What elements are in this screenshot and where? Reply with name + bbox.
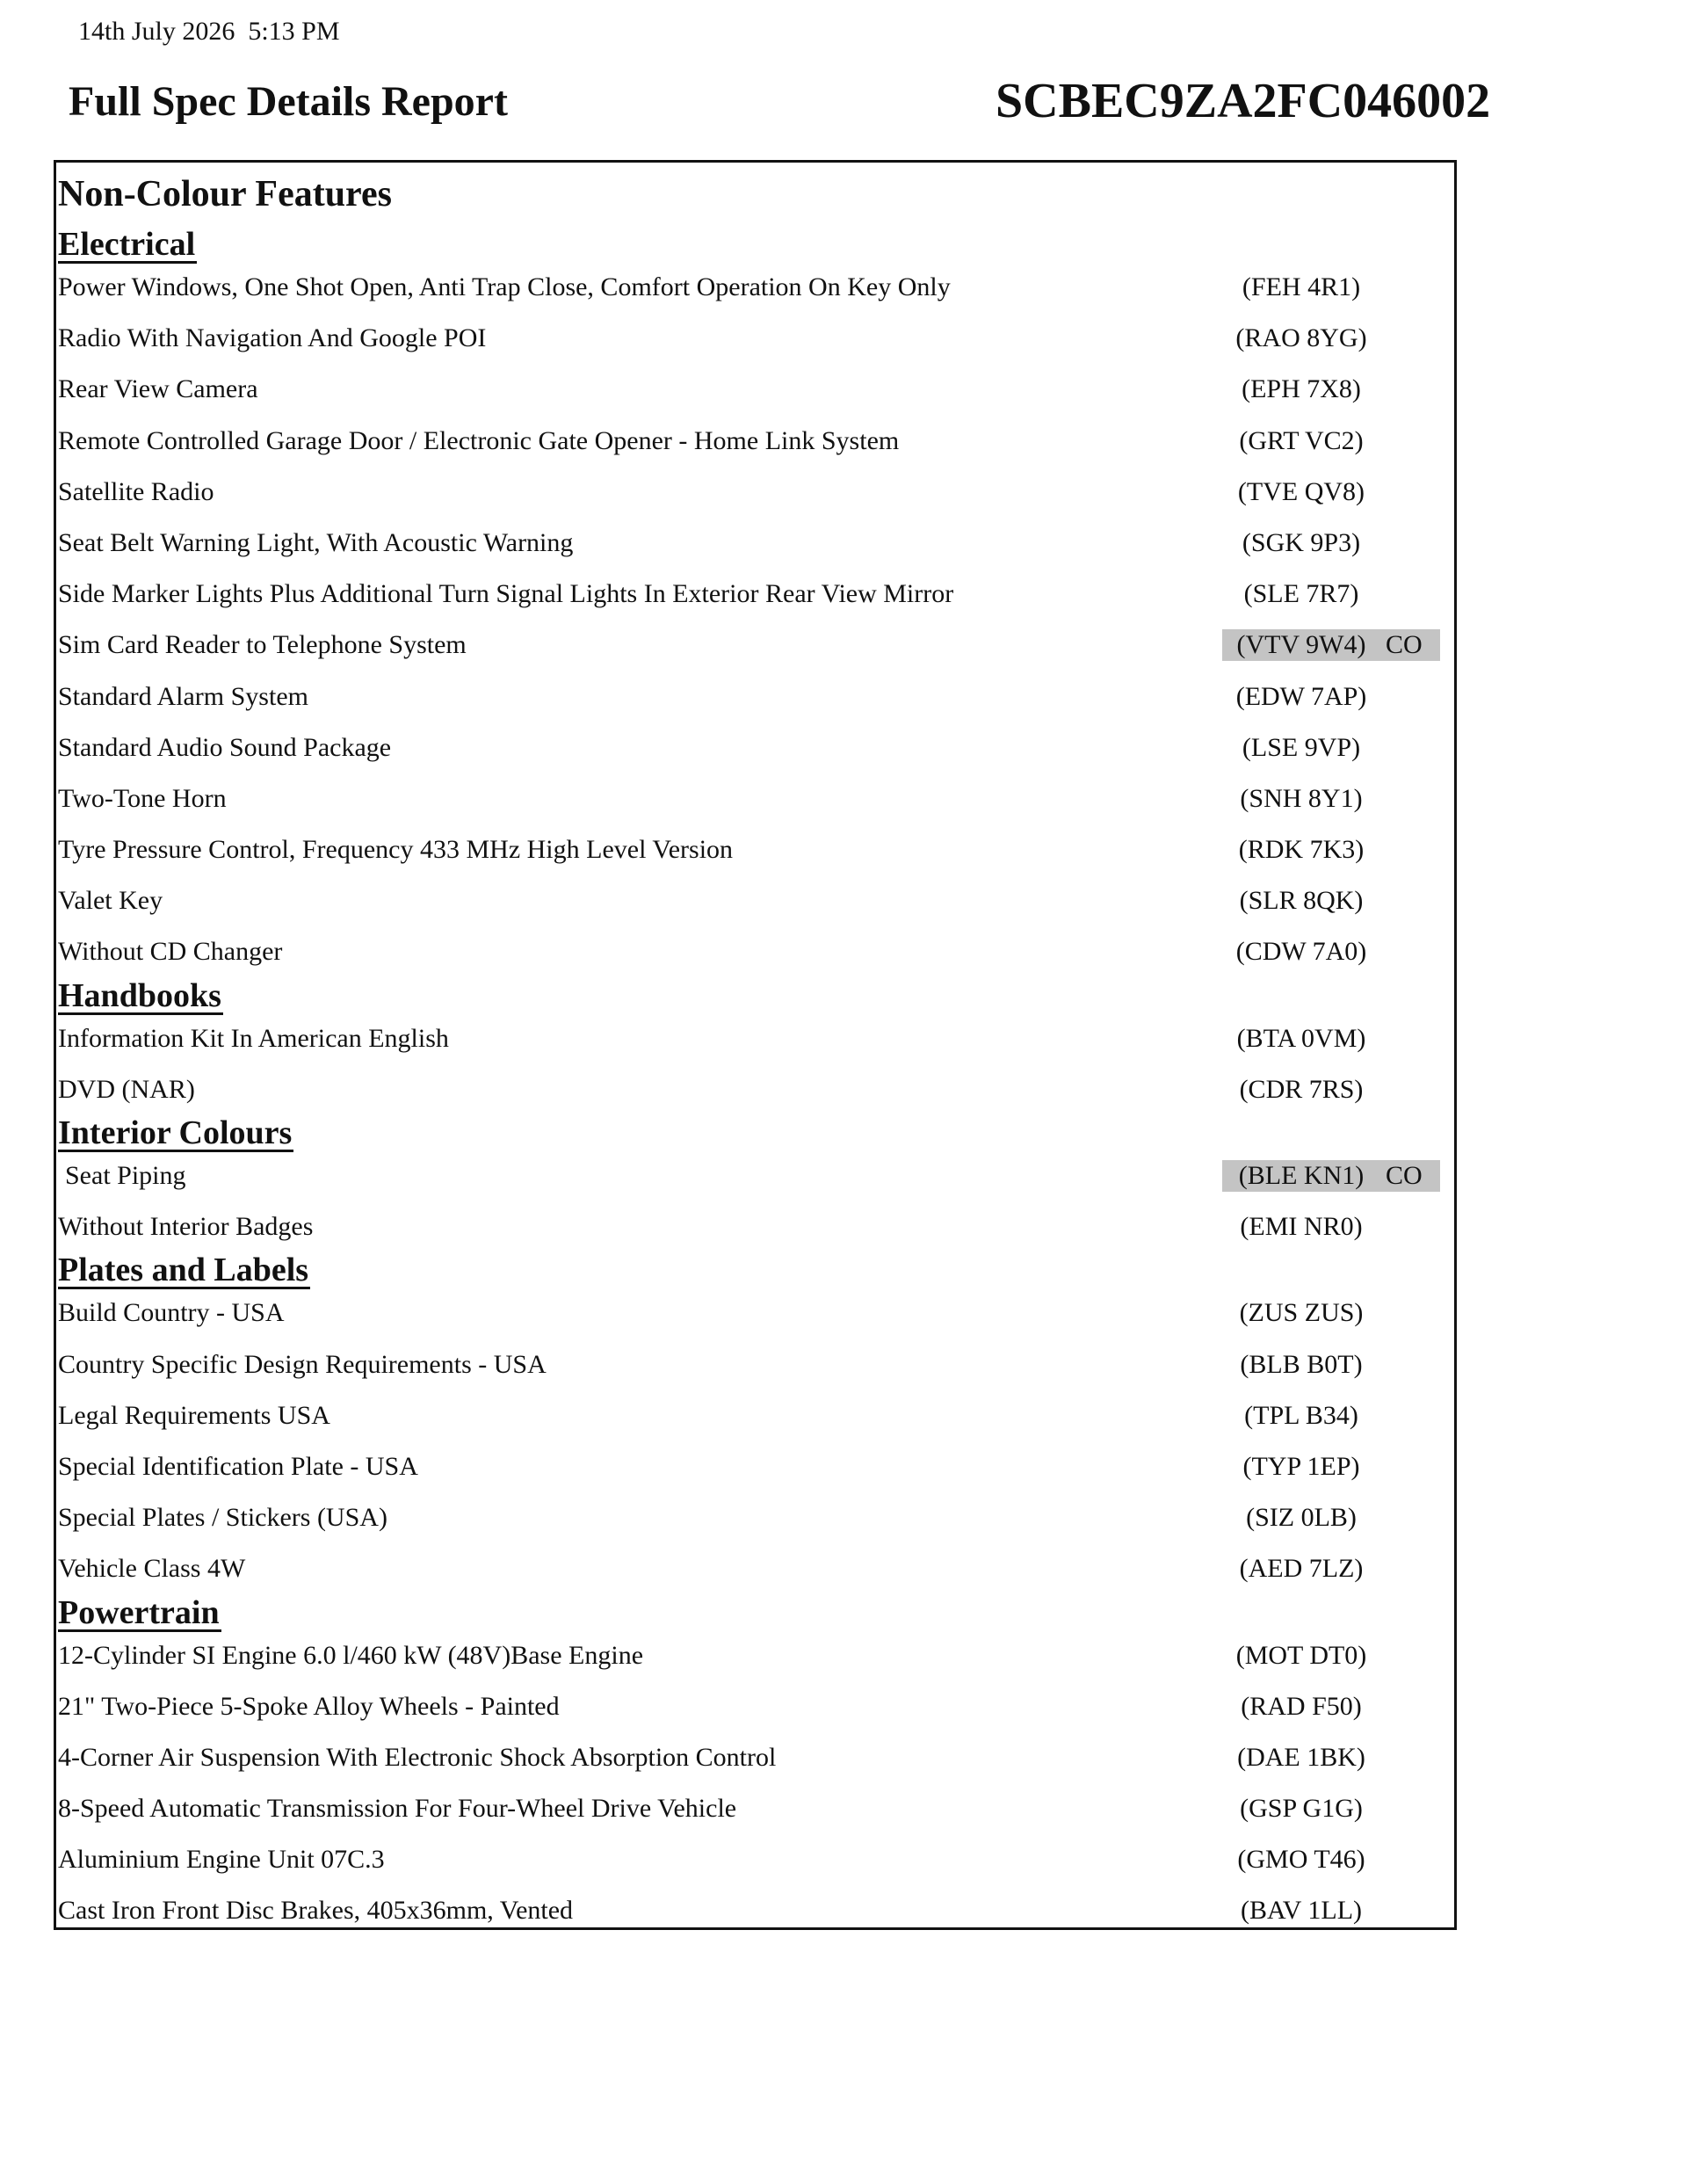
- feature-row: [56, 364, 1454, 415]
- feature-code-cell: [1222, 1297, 1440, 1329]
- feature-description: Remote Controlled Garage Door / Electronic Gate Opener - Home Link System: [58, 425, 900, 455]
- feature-row: [56, 824, 1454, 875]
- feature-code-cell: [1222, 425, 1440, 457]
- feature-row: [56, 1441, 1454, 1492]
- section-powertrain: [56, 1595, 1454, 1937]
- feature-description: Without CD Changer: [58, 937, 283, 967]
- feature-code: (TYP 1EP): [1242, 1451, 1360, 1481]
- feature-row: [56, 1834, 1454, 1885]
- feature-sections: [56, 227, 1454, 1937]
- section-heading-label: Interior Colours: [58, 1114, 293, 1151]
- section-heading: [56, 1115, 1454, 1150]
- feature-flag: CO: [1386, 630, 1423, 660]
- feature-row: [56, 262, 1454, 313]
- feature-row: [56, 1732, 1454, 1783]
- feature-code: (MOT DT0): [1235, 1640, 1367, 1670]
- feature-code: (BLE KN1): [1238, 1161, 1365, 1190]
- feature-code: (EMI NR0): [1240, 1212, 1363, 1242]
- feature-row: [56, 1013, 1454, 1064]
- feature-description: Tyre Pressure Control, Frequency 433 MHz High Level Version: [58, 835, 734, 865]
- feature-code: (SLR 8QK): [1239, 886, 1364, 916]
- feature-description: Power Windows, One Shot Open, Anti Trap Close, Comfort Operation On Key Only: [58, 272, 951, 301]
- feature-description: 21" Two-Piece 5-Spoke Alloy Wheels - Painted: [58, 1691, 560, 1721]
- feature-code: (BAV 1LL): [1240, 1896, 1363, 1926]
- feature-code: (VTV 9W4): [1236, 630, 1366, 660]
- feature-code: (FEH 4R1): [1242, 272, 1361, 301]
- feature-description: 4-Corner Air Suspension With Electronic Shock Absorption Control: [58, 1742, 777, 1772]
- feature-row: [56, 1492, 1454, 1543]
- feature-code: (EDW 7AP): [1235, 681, 1367, 711]
- feature-code-cell: [1222, 323, 1440, 354]
- feature-code-cell: [1222, 732, 1440, 764]
- feature-row: [56, 620, 1454, 671]
- feature-description: DVD (NAR): [58, 1074, 195, 1104]
- feature-code-cell: [1222, 1400, 1440, 1432]
- section-heading: [56, 1252, 1454, 1288]
- feature-description: Standard Alarm System: [58, 681, 308, 711]
- feature-code-cell: [1222, 783, 1440, 815]
- feature-code-cell: [1222, 834, 1440, 866]
- feature-row: [56, 1885, 1454, 1936]
- feature-code-cell: [1222, 1349, 1440, 1381]
- features-box: [54, 160, 1457, 1930]
- section-heading: [56, 227, 1454, 262]
- feature-code-cell: [1222, 1793, 1440, 1825]
- section-handbooks: [56, 978, 1454, 1115]
- feature-code: (SIZ 0LB): [1246, 1503, 1357, 1533]
- section-heading-label: Electrical: [58, 226, 196, 263]
- feature-row: [56, 1288, 1454, 1339]
- feature-code: (ZUS ZUS): [1239, 1298, 1364, 1328]
- feature-row: [56, 1064, 1454, 1115]
- feature-code-cell: [1222, 1691, 1440, 1723]
- feature-description: Valet Key: [58, 886, 163, 916]
- feature-row: [56, 1150, 1454, 1201]
- feature-code: (GSP G1G): [1240, 1794, 1363, 1824]
- feature-description: Radio With Navigation And Google POI: [58, 323, 487, 353]
- feature-row: [56, 722, 1454, 773]
- feature-description: Country Specific Design Requirements - USA: [58, 1349, 547, 1379]
- feature-row: [56, 1783, 1454, 1834]
- feature-code: (CDW 7A0): [1235, 937, 1367, 967]
- feature-code-highlighted: [1222, 629, 1440, 661]
- feature-code-cell: [1222, 1023, 1440, 1055]
- feature-code: (LSE 9VP): [1242, 732, 1361, 762]
- vin-number: SCBEC9ZA2FC046002: [996, 74, 1491, 128]
- feature-code-cell: [1222, 885, 1440, 917]
- feature-description: Rear View Camera: [58, 374, 258, 404]
- feature-code: (RAO 8YG): [1235, 323, 1367, 353]
- feature-row: [56, 1339, 1454, 1390]
- feature-description: Special Plates / Stickers (USA): [58, 1503, 387, 1533]
- feature-code-cell: [1222, 374, 1440, 405]
- feature-description: Sim Card Reader to Telephone System: [58, 630, 467, 660]
- feature-row: [56, 569, 1454, 620]
- feature-code-cell: [1222, 1211, 1440, 1243]
- feature-code-cell: [1222, 1895, 1440, 1926]
- feature-code-highlighted: [1222, 1160, 1440, 1192]
- section-heading-label: Powertrain: [58, 1593, 220, 1631]
- feature-description: Build Country - USA: [58, 1298, 285, 1328]
- feature-code: (EPH 7X8): [1242, 374, 1361, 404]
- feature-row: [56, 926, 1454, 977]
- feature-row: [56, 671, 1454, 722]
- feature-description: Vehicle Class 4W: [58, 1554, 246, 1584]
- feature-code-cell: [1222, 578, 1440, 610]
- feature-description: Seat Belt Warning Light, With Acoustic Warning: [58, 527, 574, 557]
- section-heading-label: Handbooks: [58, 976, 221, 1014]
- feature-code: (RDK 7K3): [1238, 835, 1365, 865]
- section-heading-label: Plates and Labels: [58, 1252, 309, 1289]
- section-heading: [56, 1595, 1454, 1630]
- feature-description: Cast Iron Front Disc Brakes, 405x36mm, Vented: [58, 1896, 574, 1926]
- feature-description: Two-Tone Horn: [58, 783, 227, 813]
- section-heading: [56, 978, 1454, 1013]
- feature-code-cell: [1222, 1742, 1440, 1774]
- feature-description: 8-Speed Automatic Transmission For Four-Wheel Drive Vehicle: [58, 1794, 737, 1824]
- feature-code-cell: [1222, 1553, 1440, 1585]
- feature-description: Satellite Radio: [58, 476, 214, 506]
- feature-code-cell: [1222, 936, 1440, 968]
- report-title: Full Spec Details Report: [69, 78, 508, 125]
- feature-row: [56, 1390, 1454, 1441]
- feature-description: Standard Audio Sound Package: [58, 732, 392, 762]
- feature-description: Legal Requirements USA: [58, 1400, 330, 1430]
- feature-code: (AED 7LZ): [1239, 1554, 1364, 1584]
- feature-row: [56, 518, 1454, 569]
- feature-description: Side Marker Lights Plus Additional Turn Signal Lights In Exterior Rear View Mirror: [58, 579, 954, 609]
- section-plates-and-labels: [56, 1252, 1454, 1594]
- report-date: 14th July 2026 5:13 PM: [78, 17, 340, 46]
- feature-code: (GRT VC2): [1239, 425, 1364, 455]
- feature-description: Seat Piping: [65, 1161, 186, 1190]
- feature-row: [56, 1681, 1454, 1732]
- feature-row: [56, 875, 1454, 926]
- feature-row: [56, 1201, 1454, 1252]
- feature-description: Aluminium Engine Unit 07C.3: [58, 1845, 385, 1875]
- feature-code: (SNH 8Y1): [1240, 783, 1363, 813]
- feature-code-cell: [1222, 681, 1440, 713]
- feature-description: Information Kit In American English: [58, 1023, 449, 1053]
- feature-code: (BTA 0VM): [1236, 1023, 1366, 1053]
- feature-code: (TPL B34): [1244, 1400, 1358, 1430]
- feature-description: Without Interior Badges: [58, 1212, 314, 1242]
- feature-code-cell: [1222, 476, 1440, 508]
- feature-code: (DAE 1BK): [1237, 1742, 1365, 1772]
- feature-code: (BLB B0T): [1240, 1349, 1363, 1379]
- feature-code: (TVE QV8): [1237, 476, 1365, 506]
- feature-code-cell: [1222, 1844, 1440, 1876]
- feature-code-cell: [1222, 1640, 1440, 1672]
- feature-code: (RAD F50): [1241, 1691, 1362, 1721]
- feature-code-cell: [1222, 1502, 1440, 1534]
- feature-row: [56, 1543, 1454, 1594]
- feature-code-cell: [1222, 527, 1440, 559]
- feature-description: 12-Cylinder SI Engine 6.0 l/460 kW (48V)Base Engine: [58, 1640, 644, 1670]
- features-heading: Non-Colour Features: [58, 174, 392, 214]
- feature-row: [56, 467, 1454, 518]
- section-interior-colours: [56, 1115, 1454, 1252]
- feature-row: [56, 416, 1454, 467]
- feature-code: (CDR 7RS): [1239, 1074, 1364, 1104]
- feature-row: [56, 773, 1454, 824]
- feature-code: (SLE 7R7): [1243, 579, 1359, 609]
- feature-flag: CO: [1386, 1161, 1423, 1190]
- feature-row: [56, 313, 1454, 364]
- section-electrical: [56, 227, 1454, 978]
- feature-code: (SGK 9P3): [1242, 527, 1361, 557]
- feature-code-cell: [1222, 1074, 1440, 1106]
- feature-code: (GMO T46): [1237, 1845, 1365, 1875]
- feature-code-cell: [1222, 1451, 1440, 1483]
- feature-description: Special Identification Plate - USA: [58, 1451, 418, 1481]
- feature-row: [56, 1630, 1454, 1681]
- feature-code-cell: [1222, 272, 1440, 303]
